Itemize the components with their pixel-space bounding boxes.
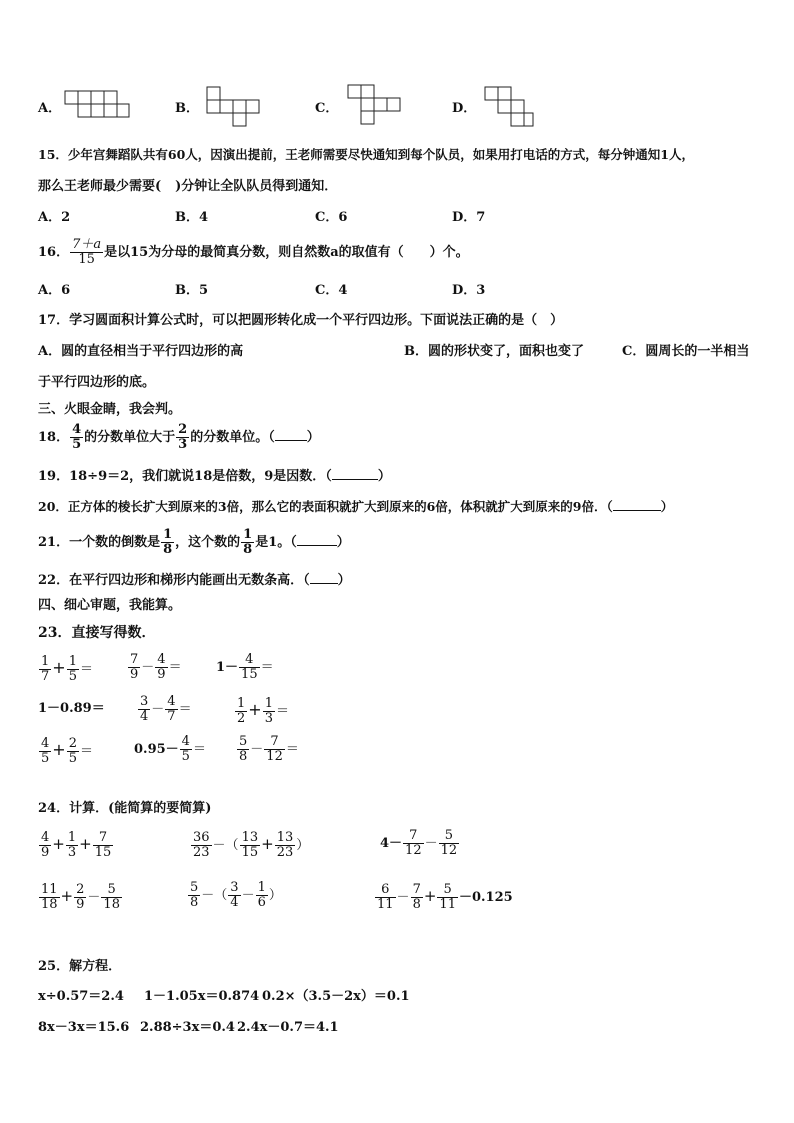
q24-expression-2: $\frac{36}{23}$ －（ $\frac{13}{15}$ + $\frac{13}{23}$ ） (193, 830, 310, 860)
q17-stem: 17．学习圆面积计算公式时，可以把圆形转化成一个平行四边形。下面说法正确的是（ ） (38, 313, 564, 328)
q21-fraction-1: $\frac{1}{8}$ (163, 527, 173, 557)
q14-option-d-net (484, 86, 534, 128)
q21-stem: 21．一个数的倒数是 $\frac{1}{8}$ ，这个数的 $\frac{1}{8}$ 是1。（ ） (38, 527, 350, 557)
q24-expression-1: $\frac{4}{9}$ + $\frac{1}{3}$ + $\frac{7}{15}$ (41, 830, 112, 860)
q25-title: 25．解方程． (38, 959, 122, 974)
q23-row-2-item-2: $\frac{3}{4}$ － $\frac{4}{7}$ ＝ (140, 694, 192, 724)
q25-equation-6: 2.4x－0.7＝4.1 (237, 1020, 339, 1035)
q15-option-c: C．6 (315, 210, 348, 225)
q17-option-c-continued: 于平行四边形的底。 (38, 375, 156, 390)
q14-option-d-label: D． (452, 101, 477, 116)
q17-option-c: C．圆周长的一半相当 (622, 344, 750, 359)
q23-row-3-item-2: 0.95－ $\frac{4}{5}$ ＝ (134, 734, 206, 764)
q18-stem: 18． $\frac{4}{5}$ 的分数单位大于 $\frac{2}{3}$ 的分数单位。（ ） (38, 422, 320, 452)
q20-stem: 20．正方体的棱长扩大到原来的3倍，那么它的表面积就扩大到原来的6倍，体积就扩大到原来的9倍．（ ） (38, 499, 674, 514)
q16-option-a: A．6 (38, 283, 71, 298)
q23-row-3-item-3: $\frac{5}{8}$ － $\frac{7}{12}$ ＝ (239, 734, 299, 764)
q17-option-a: A．圆的直径相当于平行四边形的高 (38, 344, 244, 359)
q25-equation-3: 0.2×（3.5－2x）＝0.1 (262, 989, 410, 1004)
q15-option-b: B．4 (175, 210, 209, 225)
q24-expression-6: $\frac{6}{11}$ － $\frac{7}{8}$ + $\frac{5}{11}$ －0.125 (377, 882, 513, 912)
q25-equation-2: 1－1.05x＝0.874 (144, 989, 260, 1004)
q23-row-1-item-2: $\frac{7}{9}$ － $\frac{4}{9}$ ＝ (130, 652, 182, 682)
q19-stem: 19．18÷9＝2，我们就说18是倍数，9是因数．（ ） (38, 469, 391, 484)
q25-equation-1: x÷0.57＝2.4 (38, 989, 124, 1004)
q25-equation-4: 8x－3x＝15.6 (38, 1020, 130, 1035)
q18-fraction-2: $\frac{2}{3}$ (178, 422, 188, 452)
q15-option-d: D．7 (452, 210, 486, 225)
q16-stem: 16． $\frac{7+a}{15}$ 是以15为分母的最简真分数，则自然数a的取值有（ ）个。 (38, 237, 469, 267)
q22-stem: 22．在平行四边形和梯形内能画出无数条高．（ ） (38, 573, 351, 588)
q16-option-c: C．4 (315, 283, 348, 298)
q17-option-b: B．圆的形状变了，面积也变了 (404, 344, 584, 359)
section-4-heading: 四、细心审题，我能算。 (38, 598, 182, 613)
q25-equation-5: 2.88÷3x＝0.4 (140, 1020, 235, 1035)
q14-option-a-net (64, 90, 130, 120)
q14-option-c-net (347, 84, 403, 126)
q16-fraction: $\frac{7+a}{15}$ (72, 237, 102, 267)
q23-row-1-item-1: $\frac{1}{7}$ + $\frac{1}{5}$ ＝ (41, 654, 93, 684)
q15-stem-line1: 15．少年宫舞蹈队共有60人，因演出提前，王老师需要尽快通知到每个队员，如果用打电话的方式，每分钟通知1人， (38, 147, 694, 162)
q14-option-c-label: C． (315, 101, 339, 116)
q24-expression-5: $\frac{5}{8}$ －（ $\frac{3}{4}$ － $\frac{1}{6}$ ） (190, 880, 282, 910)
q23-title: 23．直接写得数． (38, 625, 156, 641)
q14-option-b-net (206, 86, 262, 128)
q23-row-3-item-1: $\frac{4}{5}$ + $\frac{2}{5}$ ＝ (41, 736, 93, 766)
section-3-heading: 三、火眼金睛，我会判。 (38, 402, 182, 417)
q16-option-b: B．5 (175, 283, 209, 298)
q24-expression-3: 4－ $\frac{7}{12}$ － $\frac{5}{12}$ (380, 828, 458, 858)
q24-title: 24．计算．(能简算的要简算) (38, 801, 212, 816)
q14-option-b-label: B． (175, 101, 199, 116)
q21-fraction-2: $\frac{1}{8}$ (243, 527, 253, 557)
q23-row-2-item-3: $\frac{1}{2}$ + $\frac{1}{3}$ ＝ (237, 696, 289, 726)
q15-option-a: A．2 (38, 210, 71, 225)
q16-option-d: D．3 (452, 283, 486, 298)
q15-stem-line2: 那么王老师最少需要( )分钟让全队队员得到通知． (38, 179, 338, 194)
q24-expression-4: $\frac{11}{18}$ + $\frac{2}{9}$ － $\frac{5}{18}$ (41, 882, 120, 912)
q14-option-a-label: A． (38, 101, 62, 116)
q18-fraction-1: $\frac{4}{5}$ (72, 422, 82, 452)
q23-row-1-item-3: 1－ $\frac{4}{15}$ ＝ (216, 652, 274, 682)
q23-row-2-item-1: 1－0.89＝ (38, 701, 105, 716)
